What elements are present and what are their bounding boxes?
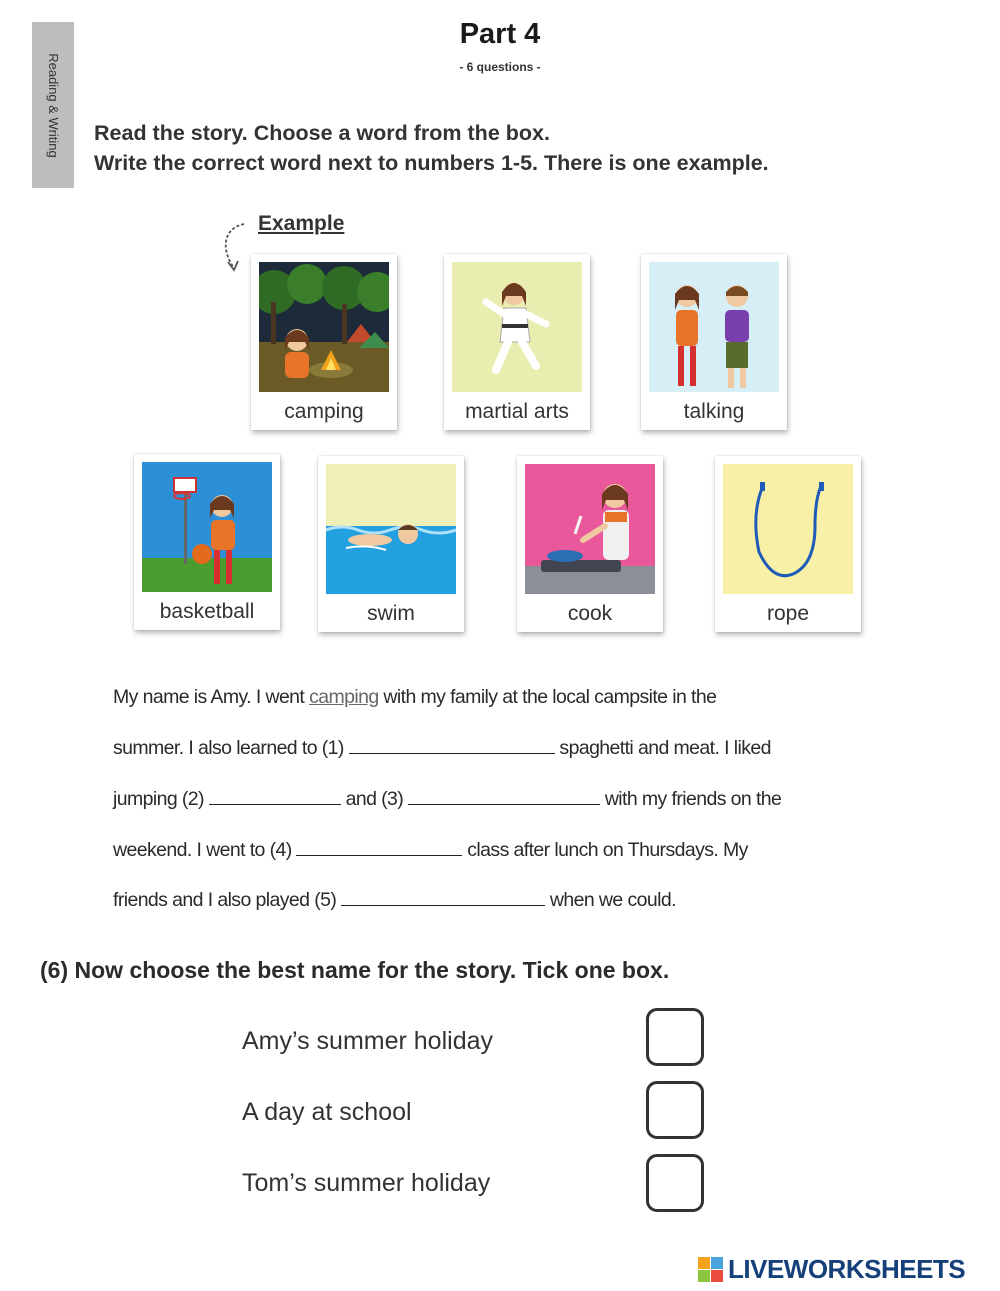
word-card-basketball [134,454,280,630]
story-text: friends and I also played (5) [113,889,342,911]
answer-blank-4[interactable] [296,840,462,856]
answer-blank-2[interactable] [209,789,341,805]
brand-blocks-icon [698,1257,724,1283]
story-line-4 [113,839,748,862]
option-label: Amy’s summer holiday [242,1027,494,1055]
martial-arts-picture [452,262,582,392]
instruction-line-1: Read the story. Choose a word from the box. [94,121,550,145]
option-label: Tom’s summer holiday [242,1169,491,1197]
word-card-cook [517,456,663,632]
tick-box-3[interactable] [646,1154,704,1212]
answer-blank-5[interactable] [341,890,545,906]
word-card-martial-arts [444,254,590,430]
story-line-5 [113,889,676,912]
question-6-prompt: (6) Now choose the best name for the story. Tick one box. [40,957,670,983]
story-text: class after lunch on Thursdays. My [462,839,748,861]
story-text: when we could. [545,889,676,911]
swim-picture [326,464,456,594]
story-text: with my family at the local campsite in the [378,686,717,708]
basketball-picture [142,462,272,592]
word-card-rope [715,456,861,632]
brand-logo [698,1254,965,1285]
story-text: jumping (2) [113,788,209,810]
cook-picture [525,464,655,594]
story-text: weekend. I went to (4) [113,839,297,861]
word-card-talking [641,254,787,430]
story-line-1 [113,686,716,709]
camping-picture [259,262,389,392]
word-card-swim [318,456,464,632]
tick-box-2[interactable] [646,1081,704,1139]
card-label: swim [367,602,415,625]
instruction-line-2: Write the correct word next to numbers 1-5. There is one example. [94,151,769,175]
story-text: spaghetti and meat. I liked [554,737,771,759]
answer-blank-3[interactable] [408,789,600,805]
card-label: talking [683,400,745,423]
story-line-2 [113,737,771,760]
example-answer: camping [309,686,379,708]
card-label: rope [766,602,810,625]
talking-picture [649,262,779,392]
card-label: cook [567,602,613,625]
story-line-3 [113,788,781,811]
page-title: Part 4 [459,18,541,50]
example-label: Example [258,212,345,235]
option-label: A day at school [242,1098,412,1126]
card-label: martial arts [465,400,569,423]
page-subtitle: - 6 questions - [459,60,541,74]
rope-picture [723,464,853,594]
tick-box-1[interactable] [646,1008,704,1066]
story-text: summer. I also learned to (1) [113,737,349,759]
story-text: and (3) [340,788,408,810]
section-tab-label: Reading & Writing [45,52,61,158]
brand-name: LIVEWORKSHEETS [728,1254,966,1284]
story-text: My name is Amy. I went [113,686,310,708]
word-card-camping [251,254,397,430]
answer-blank-1[interactable] [349,738,555,754]
card-label: basketball [159,600,255,623]
story-text: with my friends on the [600,788,782,810]
card-label: camping [284,400,364,423]
